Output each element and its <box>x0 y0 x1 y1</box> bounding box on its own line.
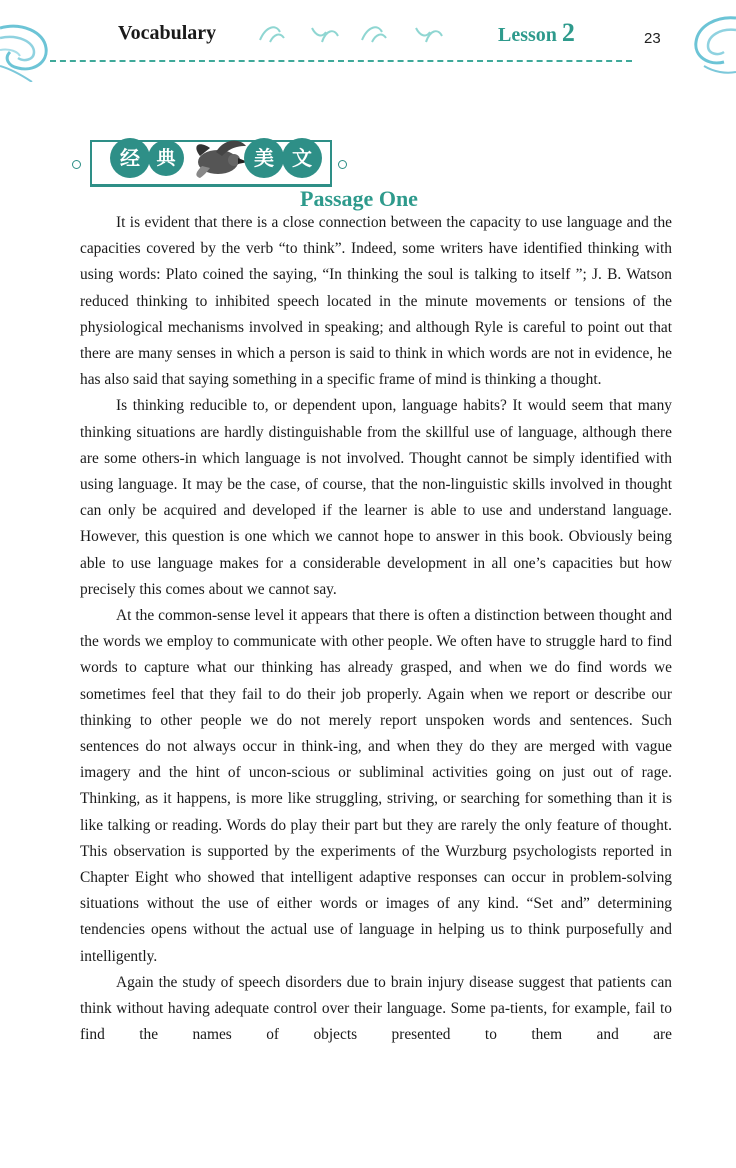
banner-char-wen: 文 <box>282 138 322 178</box>
paragraph: Is thinking reducible to, or dependent upon, language habits? It would seem that many thinking situations are hardly distinguishable from the skillful use of language, although there are some others-in which language is not involved. Thought cannot be simply identified with using language. It may be the case, of course, that the non-linguistic skills involved in thought can only be acquired and developed if the learner is able to use and understand language. However, this question is one which we cannot hope to answer in this book. Obviously being able to use language makes for a considerable development in all one’s capacities but how precisely this comes about we cannot say. <box>80 397 672 598</box>
banner-char-dian: 典 <box>148 140 184 176</box>
running-header <box>0 0 736 80</box>
page-number: 23 <box>644 30 661 47</box>
lesson-label: Lesson <box>498 24 557 46</box>
header-divider <box>50 60 632 62</box>
passage-title: Passage One <box>300 186 418 211</box>
decorative-flourish-icon <box>256 18 452 48</box>
classic-prose-banner <box>72 136 352 188</box>
banner-dot-left <box>72 160 81 169</box>
section-label: Vocabulary <box>118 22 217 44</box>
paragraph: At the common-sense level it appears that there is often a distinction between thought and the words we employ to communicate with other people. We often have to struggle hard to find words to capture what our thinking has already grasped, and when we do find words we sometimes feel that they fail to do their job properly. Again when we report or describe our thinking to other people we do not merely report unspoken words and sentences. Such sentences do not always occur in think-ing, and when they do they are merged with vague imagery and the hint of uncon-scious or subliminal activities going on just out of rage. Thinking, as it happens, is more like struggling, striving, or searching for something than it is like talking or reading. Words do play their part but they are rarely the only feature of thought. This observation is supported by the experiments of the Wurzburg psychologists reported in Chapter Eight who showed that intelligent adaptive responses can occur in problem-solving situations without the use of either words or images of any kind. “Set and” determining tendencies opens without the actual use of language in helping us to think purposefully and intelligently. <box>80 607 672 965</box>
banner-dot-right <box>338 160 347 169</box>
lesson-number: 2 <box>561 18 575 47</box>
swirl-ornament-right-icon <box>684 14 736 76</box>
lesson-heading <box>498 18 575 48</box>
bird-illustration-icon <box>188 136 250 180</box>
passage-body <box>80 210 672 1049</box>
paragraph: It is evident that there is a close connection between the capacity to use language and the capacities covered by the verb “to think”. Indeed, some writers have identified thinking with using words: Plato coined the saying, “In thinking the soul is talking to itself ”; J. B. Watson reduced thinking to inhibited speech located in the minute movements or tensions of the physiological mechanisms involved in speaking; and although Ryle is careful to point out that there are many senses in which a person is said to think in which words are not in evidence, he has also said that saying something in a specific frame of mind is thinking a thought. <box>80 214 672 389</box>
paragraph: Again the study of speech disorders due to brain injury disease suggest that patients can think without having adequate control over their language. Some pa-tients, for example, fail to find the names of objects presented to them and are <box>80 973 672 1044</box>
swirl-ornament-left-icon <box>0 22 52 82</box>
banner-char-jing: 经 <box>110 138 150 178</box>
banner-char-mei: 美 <box>244 138 284 178</box>
